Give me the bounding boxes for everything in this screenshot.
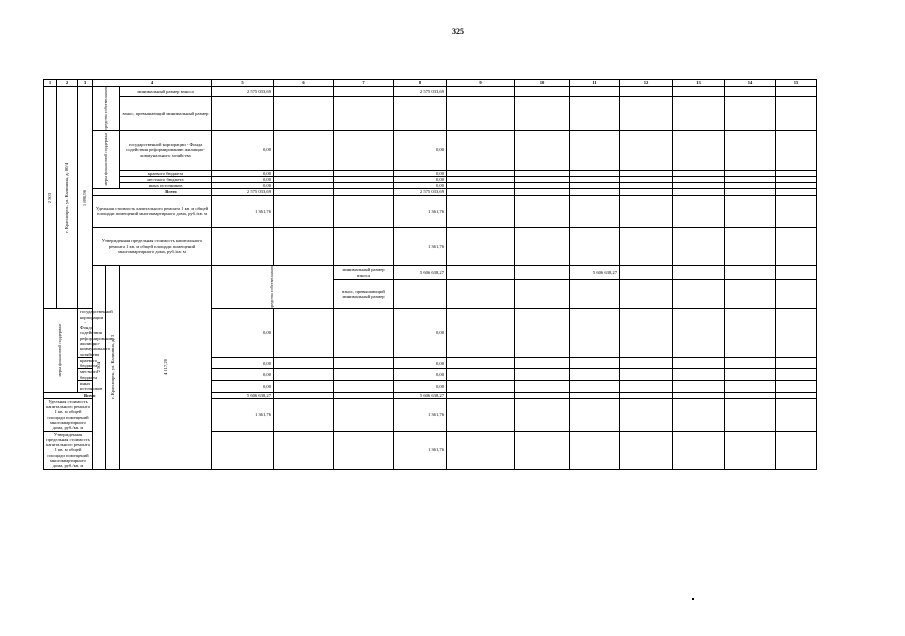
table-row xyxy=(44,227,817,265)
house-address: г. Красноярск, ул. Калинина, д. 3 xyxy=(109,335,115,400)
cell-value: 2 575 033,69 xyxy=(212,87,274,97)
col-header: 3 xyxy=(78,80,93,87)
col-header: 15 xyxy=(776,80,817,87)
row-label: Удельная стоимость капитального ремонта 1 кв. м общей площади помещений многоквартирного дома, руб./кв. м xyxy=(44,398,93,431)
cell-value: 0,00 xyxy=(394,170,447,176)
cell-value: 2 575 033,69 xyxy=(212,189,274,195)
cell-value: 0,00 xyxy=(394,130,447,170)
col-header: 14 xyxy=(725,80,776,87)
scan-speck xyxy=(692,598,694,600)
group-own-funds: средства собственников xyxy=(102,87,108,130)
house-area: 4 117,20 xyxy=(162,359,168,376)
row-label: местного бюджета xyxy=(120,176,212,182)
group-support: меры финансовой поддержки xyxy=(57,324,63,377)
house-address: г. Красноярск, ул. Калинина, д. 80/4 xyxy=(64,162,70,233)
house-number: 2 504 xyxy=(96,361,102,373)
col-header: 7 xyxy=(334,80,394,87)
col-header: 1 xyxy=(44,80,57,87)
cell-value: 5 606 638,27 xyxy=(212,392,274,398)
col-header: 10 xyxy=(515,80,570,87)
col-header: 13 xyxy=(673,80,725,87)
cell-value: 0,00 xyxy=(212,369,274,381)
cell-value: 2 575 033,69 xyxy=(394,87,447,97)
row-label: минимальный размер взноса xyxy=(334,265,394,280)
table-row xyxy=(44,130,817,170)
cell-value: 0,00 xyxy=(212,309,274,358)
cell-value: 0,00 xyxy=(394,357,447,369)
col-header: 12 xyxy=(620,80,673,87)
cell-value: 1 361,76 xyxy=(394,227,447,265)
row-label: взнос, превышающий минимальный размер xyxy=(120,97,212,130)
group-own-funds: средства собственников xyxy=(269,265,275,309)
col-header: 8 xyxy=(394,80,447,87)
row-label: государственной корпорации - Фонда содействия реформированию жилищно-коммунального хозяйства xyxy=(120,130,212,170)
col-header: 2 xyxy=(57,80,78,87)
cell-value: 0,00 xyxy=(212,130,274,170)
col-header: 5 xyxy=(212,80,274,87)
row-label: взнос, превышающий минимальный размер xyxy=(334,280,394,309)
cell-value: 0,00 xyxy=(394,381,447,393)
row-label: минимальный размер взноса xyxy=(120,87,212,97)
table-row xyxy=(44,195,817,227)
row-label: краевого бюджета xyxy=(120,170,212,176)
cell-value: 5 606 638,27 xyxy=(394,392,447,398)
cell-value: 0,00 xyxy=(394,176,447,182)
cell-value: 5 606 638,27 xyxy=(394,265,447,280)
cell-value: 0,00 xyxy=(394,309,447,358)
col-header: 4 xyxy=(93,80,212,87)
col-header: 9 xyxy=(447,80,515,87)
row-label-total: Всего xyxy=(44,392,93,398)
page-number: 325 xyxy=(452,27,464,36)
capital-repair-table xyxy=(43,79,817,470)
row-label: иных источников xyxy=(120,183,212,189)
cell-value: 2 575 033,69 xyxy=(394,189,447,195)
cell-value: 0,00 xyxy=(394,369,447,381)
table-row xyxy=(44,97,817,130)
cell-value: 1 361,76 xyxy=(394,398,447,431)
cell-value: 0,00 xyxy=(212,176,274,182)
cell-value: 1 361,76 xyxy=(212,398,274,431)
row-label: Утвержденная предельная стоимость капитального ремонта 1 кв. м общей площади помещений многоквартирного дома, руб./кв. м xyxy=(44,431,93,469)
table-row xyxy=(44,87,817,97)
row-label-total: Всего xyxy=(93,189,212,195)
col-header: 6 xyxy=(274,80,334,87)
house-number: 2 503 xyxy=(47,192,53,203)
cell-value: 1 361,76 xyxy=(394,431,447,469)
house-area: 1 890,96 xyxy=(82,189,88,206)
row-label: Утвержденная предельная стоимость капитального ремонта 1 кв. м общей площади помещений многоквартирного дома, руб./кв. м xyxy=(93,227,212,265)
row-label: Удельная стоимость капитального ремонта 1 кв. м общей площади помещений многоквартирного дома, руб./кв. м xyxy=(93,195,212,227)
cell-value: 0,00 xyxy=(212,357,274,369)
row-label: иных источников xyxy=(78,381,93,393)
group-support: меры финансовой поддержки xyxy=(102,133,108,186)
cell-value: 0,00 xyxy=(212,170,274,176)
cell-value: 1 361,76 xyxy=(212,195,274,227)
row-label: местного бюджета xyxy=(78,369,93,381)
cell-value: 5 606 638,27 xyxy=(570,265,620,280)
row-label: краевого бюджета xyxy=(78,357,93,369)
cell-value: 0,00 xyxy=(394,183,447,189)
table-row xyxy=(44,265,817,280)
col-header: 11 xyxy=(570,80,620,87)
cell-value: 0,00 xyxy=(212,381,274,393)
row-label: государственной корпорации - Фонда содействия реформированию жилищно-коммунального хозяйства xyxy=(78,309,93,358)
header-row xyxy=(44,80,817,87)
cell-value: 1 361,76 xyxy=(394,195,447,227)
cell-value: 0,00 xyxy=(212,183,274,189)
